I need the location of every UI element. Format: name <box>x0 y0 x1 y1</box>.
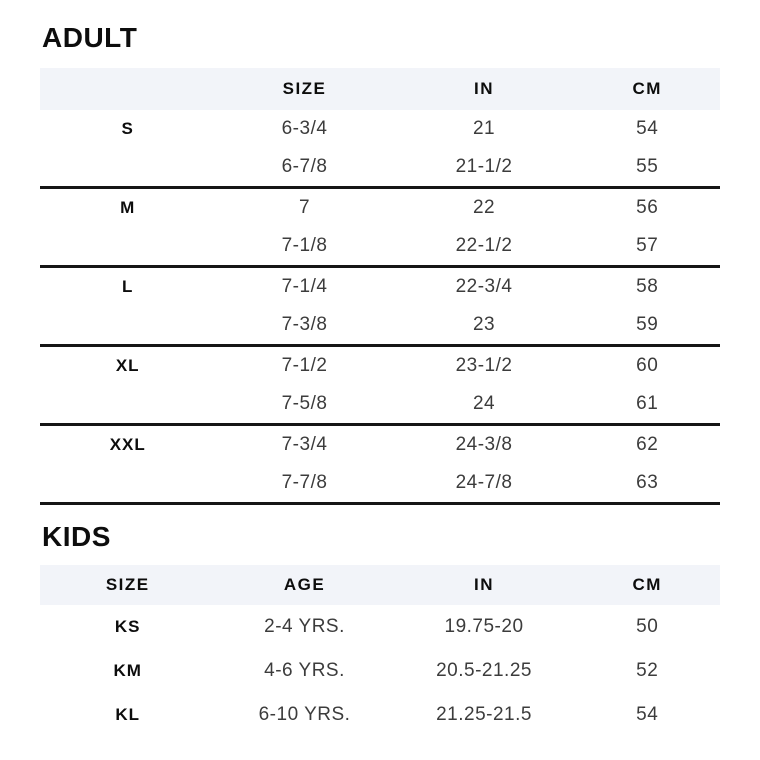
size-label-cell: L <box>122 277 134 296</box>
table-row <box>40 426 720 464</box>
hat-size-cell: 7 <box>298 197 311 218</box>
table-row <box>40 347 720 385</box>
hat-size-cell: 7-1/2 <box>281 355 328 376</box>
hat-size-cell: 7-1/8 <box>281 235 328 256</box>
hat-size-cell: 7-7/8 <box>281 472 328 493</box>
kids-header-in: IN <box>474 575 495 594</box>
adult-header-row <box>40 68 720 110</box>
cm-cell: 54 <box>636 704 659 725</box>
inches-cell: 24-7/8 <box>455 472 513 493</box>
inches-cell: 21-1/2 <box>455 156 513 177</box>
inches-cell: 23-1/2 <box>455 355 513 376</box>
kids-title: KIDS <box>42 521 111 552</box>
cm-cell: 62 <box>636 434 659 455</box>
adult-group-xxl <box>40 426 720 505</box>
age-cell: 4-6 YRS. <box>264 660 345 681</box>
inches-cell: 21.25-21.5 <box>436 704 532 725</box>
age-cell: 2-4 YRS. <box>264 616 345 637</box>
cm-cell: 56 <box>636 197 659 218</box>
table-row <box>40 649 720 693</box>
table-row <box>40 110 720 148</box>
table-row <box>40 385 720 423</box>
table-row <box>40 148 720 186</box>
inches-cell: 22-3/4 <box>455 276 513 297</box>
adult-group-xl <box>40 347 720 426</box>
cm-cell: 59 <box>636 314 659 335</box>
inches-cell: 24-3/8 <box>455 434 513 455</box>
cm-cell: 52 <box>636 660 659 681</box>
kids-table <box>40 565 720 737</box>
hat-size-cell: 7-1/4 <box>281 276 328 297</box>
cm-cell: 63 <box>636 472 659 493</box>
size-label-cell: M <box>120 198 136 217</box>
hat-size-cell: 7-3/4 <box>281 434 328 455</box>
hat-size-cell: 7-3/8 <box>281 314 328 335</box>
inches-cell: 20.5-21.25 <box>436 660 532 681</box>
cm-cell: 55 <box>636 156 659 177</box>
table-row <box>40 189 720 227</box>
table-row <box>40 605 720 649</box>
hat-size-cell: 6-7/8 <box>281 156 328 177</box>
cm-cell: 57 <box>636 235 659 256</box>
size-label-cell: KM <box>113 661 142 680</box>
adult-title: ADULT <box>42 22 138 53</box>
table-row <box>40 227 720 265</box>
table-row <box>40 306 720 344</box>
adult-section <box>40 24 720 505</box>
cm-cell: 54 <box>636 118 659 139</box>
cm-cell: 61 <box>636 393 659 414</box>
cm-cell: 60 <box>636 355 659 376</box>
adult-header-in: IN <box>474 79 495 98</box>
size-label-cell: KL <box>115 705 141 724</box>
table-row <box>40 268 720 306</box>
adult-header-cm: CM <box>632 79 662 98</box>
cm-cell: 50 <box>636 616 659 637</box>
adult-group-m <box>40 189 720 268</box>
kids-header-cm: CM <box>632 575 662 594</box>
kids-section <box>40 523 720 737</box>
size-label-cell: XXL <box>109 435 146 454</box>
table-row <box>40 693 720 737</box>
kids-header-age: AGE <box>283 575 326 594</box>
inches-cell: 23 <box>472 314 496 335</box>
inches-cell: 22-1/2 <box>455 235 513 256</box>
hat-size-cell: 6-3/4 <box>281 118 328 139</box>
adult-group-s <box>40 110 720 189</box>
inches-cell: 21 <box>472 118 496 139</box>
kids-header-row <box>40 565 720 605</box>
inches-cell: 22 <box>472 197 496 218</box>
size-label-cell: S <box>121 119 134 138</box>
inches-cell: 19.75-20 <box>444 616 524 637</box>
kids-header-size: SIZE <box>105 575 150 594</box>
age-cell: 6-10 YRS. <box>258 704 351 725</box>
size-label-cell: KS <box>114 617 141 636</box>
cm-cell: 58 <box>636 276 659 297</box>
hat-size-cell: 7-5/8 <box>281 393 328 414</box>
adult-header-size: SIZE <box>282 79 327 98</box>
inches-cell: 24 <box>472 393 496 414</box>
adult-group-l <box>40 268 720 347</box>
size-label-cell: XL <box>115 356 140 375</box>
adult-table <box>40 68 720 505</box>
table-row <box>40 464 720 502</box>
